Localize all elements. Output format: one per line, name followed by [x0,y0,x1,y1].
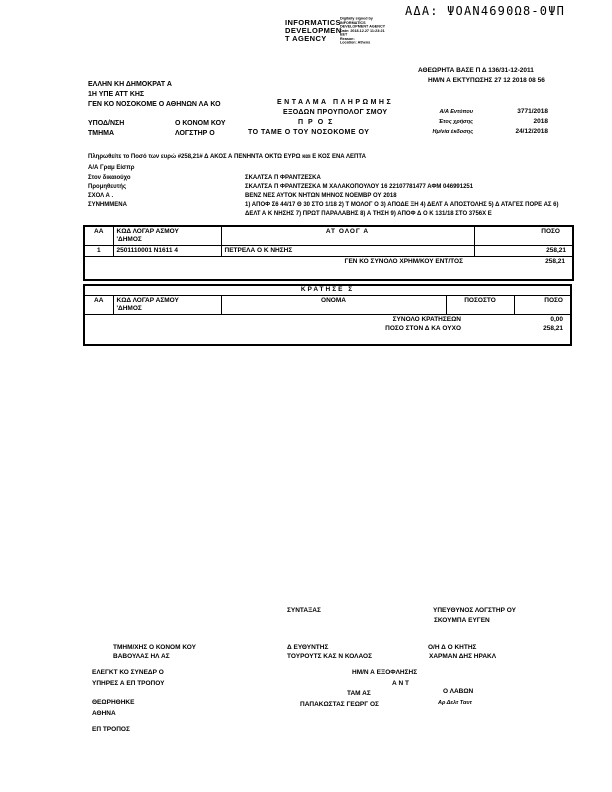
issue-date-label: Ημ/νία έκδοσης [432,129,473,135]
fiscal-year-label: Έτος χρήσης [438,119,473,125]
issuer-line-republic: ΕΛΛΗΝ ΚΗ ΔΗΜΟΚΡΑΤ Α [88,81,172,88]
signature-governor-name: ΧΑΡΜΑΝ ΔΗΣ ΗΡΑΚΛ [429,653,497,660]
expense-row-amount: 258,21 [474,246,573,257]
signature-depthead-name: ΒΑΒΟΥΛΑΣ ΗΛ ΑΣ [113,653,170,660]
deductions-total-label: ΣΥΝΟΛΟ ΚΡΑΤΗΣΕΩΝ [392,316,461,324]
expense-row-reason: ΠΕΤΡΕΛΑ Ο Κ ΝΗΣΗΣ [221,246,474,257]
expense-table-header-row [84,226,573,246]
id-card-label: Αρ Δελτ Ταυτ [438,700,472,706]
print-date: ΗΜ/Ν Α ΕΚΤΥΠΩΣΗΣ 27 12 2018 08 56 [428,77,545,84]
deductions-header-aa: ΑΑ [84,296,113,315]
signature-detail-line: Reason: [340,37,355,41]
signature-depthead-title: ΤΜΗΜ/ΧΗΣ Ο ΚΟΝΟΜ ΚΟΥ [113,644,196,651]
audit-court-line1: ΕΛΕΓΚΤ ΚΟ ΣΥΝΕΔΡ Ο [92,669,164,676]
expense-total-value: 258,21 [545,258,565,266]
fiscal-year-value: 2018 [533,118,548,125]
doc-title-line2: ΕΞΟΔΩΝ ΠΡΟΥΠΟΛΟΓ ΣΜΟΥ [283,109,388,116]
expense-header-account-line1: ΚΩΔ ΛΟΓΑΡ ΑΣΜΟΥ [116,228,179,235]
signature-detail-line: DEVELOPMENT AGENCY [340,25,386,29]
meta-row-fiscal-year [400,118,548,128]
attachments-label: ΣΥΝΗΜΜΕΝΑ [88,202,127,208]
signature-detail-line: Digitally signed by [340,17,373,21]
ada-number: ΑΔΑ: ΨΟΑΝ4690Ω8-0ΨΠ [405,4,566,18]
signature-director-title: Δ ΕΥΘΥΝΤΗΣ [287,644,329,651]
signature-governor-title: Ο/Η Δ Ο ΚΗΤΗΣ [428,644,477,651]
agency-line: INFORMATICS [285,18,341,27]
issue-date-value: 24/12/2018 [515,128,548,135]
expense-header-account [113,226,221,246]
supplier-details: ΣΚΑΛΤΣΑ Π ΦΡΑΝΤΖΕΣΚΑ Μ ΧΑΛΑΚΟΠΟΥΛΟΥ 16 22107781477 ΑΦΜ 046991251 [245,184,474,190]
expense-row-aa: 1 [84,246,113,257]
settlement-ant: Α Ν Τ [392,680,409,687]
receipt-number-label: Α/Α Γραμ Είσπρ [88,165,135,171]
settlement-date-label: ΗΜ/Ν Α ΕΞΟΦΛΗΣΗΣ [352,669,418,676]
signature-accounting-name: ΣΚΟΥΜΠΑ ΕΥΓΕΝ [434,617,490,624]
signature-stamp-agency [285,19,342,43]
recipient-title: Ο ΛΑΒΩΝ [443,688,474,695]
deductions-footer-row [84,315,571,346]
deductions-total-value: 0,00 [550,316,563,324]
deductions-table [83,284,572,346]
expense-row-account: 2501110001 Ν1611 4 [113,246,221,257]
expense-header-aa: ΑΑ [84,226,113,246]
commissioner-label: ΕΠ ΤΡΟΠΟΣ [92,726,130,733]
expense-total-label: ΓΕΝ ΚΟ ΣΥΝΟΛΟ ΧΡΗΜ/ΚΟΥ ΕΝΤ/ΤΟΣ [344,258,463,266]
net-payable-line [88,325,567,333]
cashier-name: ΠΑΠΑΚΩΣΤΑΣ ΓΕΩΡΓ ΟΣ [300,701,379,708]
expense-table-data-row [84,246,573,257]
cashier-title: ΤΑΜ ΑΣ [347,690,371,697]
expense-header-amount: ΠΟΣΟ [474,226,573,246]
deductions-header-row [84,296,571,315]
signature-stamp-details [340,17,385,45]
expense-total-line [88,258,569,266]
athens-label: ΑΘΗΝΑ [92,710,116,717]
deductions-header-account-line1: ΚΩΔ ΛΟΓΑΡ ΑΣΜΟΥ [116,297,179,305]
theorithike-label: ΘΕΩΡΗΘΗΚΕ [92,699,135,706]
signature-director-name: ΤΟΥΡΟΥΤΣ ΚΑΣ Ν ΚΟΛΑΟΣ [287,653,372,660]
deductions-header-account-line2: 'ΔΗΜΟΣ [116,305,142,313]
deductions-total-line [88,316,567,324]
issuer-line-ype: 1Η ΥΠΕ ΑΤΤ ΚΗΣ [88,91,145,98]
signature-detail-line: EET [340,33,348,37]
deductions-header-name: ΟΝΟΜΑ [221,296,446,315]
signature-accounting-title: ΥΠΕΥΘΥΝΟΣ ΛΟΓΣΤΗΡ ΟΥ [433,607,516,614]
issuer-block [88,80,221,110]
signature-detail-line: Date: 2018.12.27 11:23:21 [340,29,385,33]
meta-row-issue-date [400,128,548,138]
deductions-title: ΚΡΑΤΗΣΕ Σ [84,285,571,296]
expense-table [83,225,574,281]
beneficiary-label: Στον δικαιούχο [88,175,131,181]
doc-title-recipient: ΤΟ ΤΑΜΕ Ο ΤΟΥ ΝΟΣΟΚΟΜΕ ΟΥ [248,129,370,136]
doc-title-pros: ΠΡΟΣ [298,119,338,126]
audit-court-line2: ΥΠΗΡΕΣ Α ΕΠ ΤΡΟΠΟΥ [92,680,165,687]
form-number-value: 3771/2018 [517,108,548,115]
ypodnsi-label: ΥΠΟΔ/ΝΣΗ [88,120,125,127]
meta-row-form-number [400,108,548,118]
net-payable-value: 258,21 [543,324,563,332]
comments-value: ΒΕΝΖ ΝΕΣ ΑΥΤΟΚ ΝΗΤΩΝ ΜΗΝΟΣ ΝΟΕΜΒΡ ΟΥ 2018 [245,193,397,199]
form-meta-box [400,108,548,138]
doc-title-line1: ΕΝΤΑΛΜΑ ΠΛΗΡΩΜΗΣ [277,99,394,106]
signature-detail-line: INFORMATICS [340,21,366,25]
expense-table-footer-cell [84,257,573,281]
deductions-footer-cell [84,315,571,346]
signature-syntaxas-title: ΣΥΝΤΑΞΑΣ [287,607,321,614]
atheorita-note: ΑΘΕΩΡΗΤΑ ΒΑΣΕ Π Δ 136/31-12-2011 [418,67,534,74]
tmima-value: ΛΟΓΣΤΗΡ Ο [175,130,215,137]
deductions-title-row [84,285,571,296]
attachments-line1: 1) ΑΠΟΦ Σ6 44/17 Θ 30 ΣΤΟ 1/18 2) Τ ΜΟΛΟΓ Ο 3) ΑΠΟΔΕ ΞΗ 4) ΔΕΛΤ Α ΑΠΟΣΤΟΛΗΣ 5) Δ ΑΤΑΓΕΣ ΠΟΡΕ ΑΣ 6) [245,202,559,208]
deductions-header-account [113,296,221,315]
signature-detail-line: Location: Athens [340,41,371,45]
attachments-line2: ΔΕΛΤ Α Κ ΝΗΣΗΣ 7) ΠΡΩΤ ΠΑΡΑΛΑΒΗΣ 8) Α ΤΗΣΗ 9) ΑΠΟΦ Δ Ο Κ 131/18 ΣΤΟ 3756Χ Ε [245,211,492,217]
expense-table-footer-row [84,257,573,281]
supplier-label: Προμηθευτής [88,184,127,190]
beneficiary-name: ΣΚΑΛΤΣΑ Π ΦΡΑΝΤΖΕΣΚΑ [245,175,321,181]
amount-in-words-line: Πληρωθείτε το Ποσό των ευρώ #258,21# Δ ΑΚΟΣ Α ΠΕΝΗΝΤΑ ΟΚΤΩ ΕΥΡΩ και Ε ΚΟΣ ΕΝΑ ΛΕΠΤΑ [88,154,366,160]
expense-header-reason: ΑΤ ΟΛΟΓ Α [221,226,474,246]
ypodnsi-value: Ο ΚΟΝΟΜ ΚΟΥ [175,120,226,127]
form-number-label: Α/Α Εντύπου [439,109,473,115]
net-payable-label: ΠΟΣΟ ΣΤΟΝ Δ ΚΑ ΟΥΧΟ [385,324,461,332]
deductions-header-percent: ΠΟΣΟΣΤΟ [446,296,514,315]
agency-line: DEVELOPMEN [285,26,342,35]
issuer-line-hospital: ΓΕΝ ΚΟ ΝΟΣΟΚΟΜΕ Ο ΑΘΗΝΩΝ ΛΑ ΚΟ [88,101,221,108]
agency-line: T AGENCY [285,34,327,43]
comments-label: ΣΧΟΛ Α . [88,193,114,199]
tmima-label: ΤΜΗΜΑ [88,130,115,137]
expense-header-account-line2: 'ΔΗΜΟΣ [116,236,142,244]
deductions-header-amount: ΠΟΣΟ [514,296,571,315]
